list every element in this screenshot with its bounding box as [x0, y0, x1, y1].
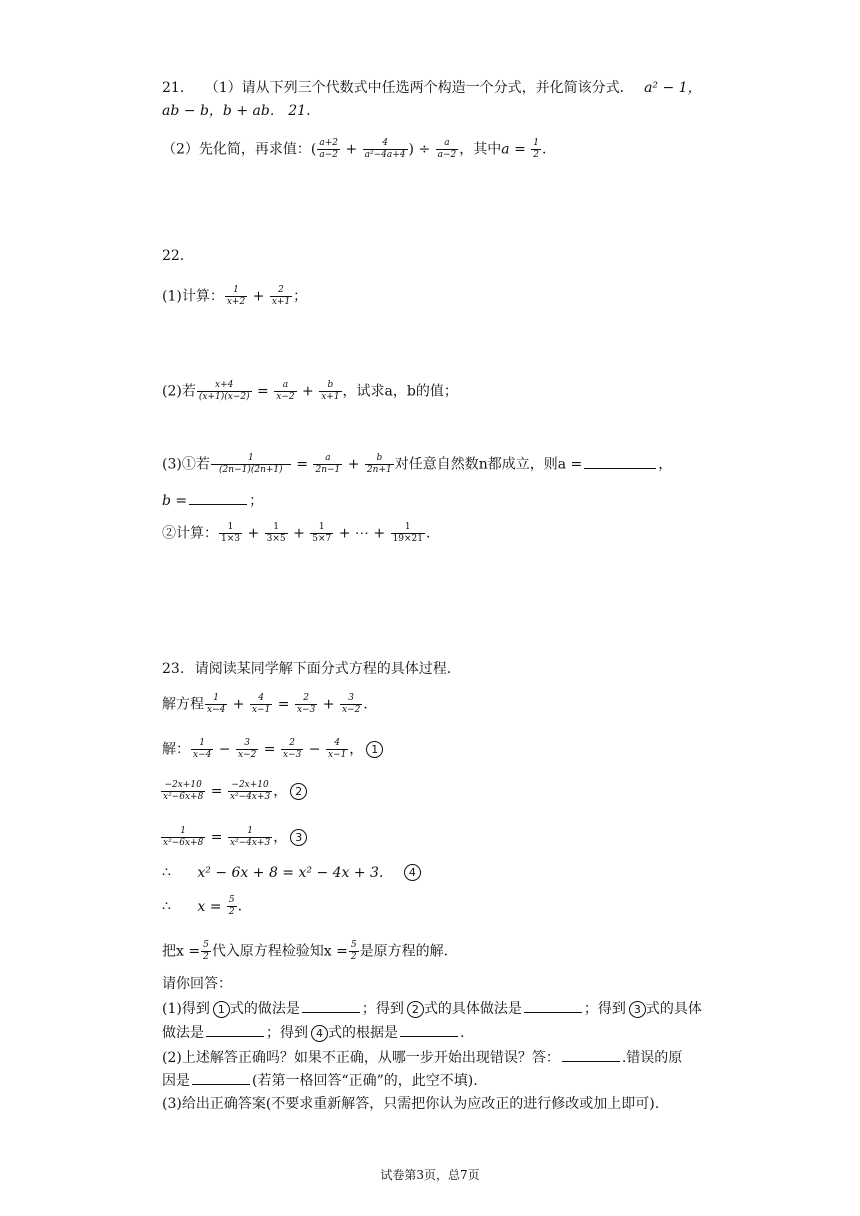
- q22-answer-blank-b[interactable]: [189, 492, 247, 505]
- q21-expr-1: a² − 1，: [644, 80, 702, 96]
- q21-part2-label: （2）先化简，再求值：(: [162, 141, 317, 158]
- q23-answer-2-line2: 因是 (若第一格回答“正确”的，此空不填).: [162, 1073, 478, 1089]
- q23-intro: 23. 请阅读某同学解下面分式方程的具体过程.: [162, 661, 452, 677]
- q22-p4-term-2: $\frac{1}{3\times 5}$: [266, 522, 286, 544]
- q21-a-value: $\frac{1}{2}$: [533, 138, 539, 160]
- q23-answer-2-line1: (2)上述解答正确吗？如果不正确，从哪一步开始出现错误？答： .错误的原: [162, 1050, 683, 1066]
- q23-number: 23.: [162, 661, 185, 677]
- q22-p3-frac-a: $\frac{a}{2n-1}$: [315, 453, 341, 475]
- q23-answer-1-line1: (1)得到 1 式的做法是 ；得到 2 式的具体做法是 ；得到 3 式的具体: [162, 1001, 702, 1017]
- q23-answer-1-line2: 做法是 ；得到 4 式的根据是 .: [162, 1025, 465, 1041]
- q21-frac-2: $\frac{4}{\text{a²−4a+4}}$: [364, 138, 406, 160]
- q22-p3-lhs: $\frac{1}{(2n-1)(2n+1)}$: [211, 453, 291, 476]
- q21-frac-3: $\frac{a}{a-2}$: [437, 138, 457, 160]
- q22-part3-b: b = ；: [162, 493, 264, 509]
- q21-part2: （2）先化简，再求值：( $\frac{a+2}{a-2}$ + $\frac{4}{\text{a²−4a+4}}$ ) ÷ $\frac{a}{a-2}$ ，其中a = $\frac{1}{2}$ .: [162, 138, 547, 160]
- page-footer: 试卷第3页，总7页: [380, 1168, 480, 1182]
- q22-p4-term-1: $\frac{1}{1\times 3}$: [221, 522, 240, 544]
- step-marker-1: 1: [366, 741, 383, 758]
- q22-p2-lhs: $\frac{x+4}{(x+1)(x-2)}$: [198, 380, 250, 402]
- q22-part1: (1)计算： $\frac{1}{x+2}$ + $\frac{2}{x+1}$ ；: [162, 285, 308, 307]
- q23-blank-6[interactable]: [192, 1072, 250, 1085]
- q23-blank-4[interactable]: [400, 1024, 458, 1037]
- q23-blank-2[interactable]: [524, 1000, 582, 1013]
- q22-number: 22.: [162, 248, 185, 264]
- q23-blank-5[interactable]: [562, 1049, 620, 1062]
- q22-part4: ②计算： $\frac{1}{1\times 3}$ + $\frac{1}{3\times 5}$ + $\frac{1}{5\times 7}$ + ⋯ + $\frac{1}{19\times 21}$ .: [162, 522, 431, 544]
- q23-blank-1[interactable]: [302, 1000, 360, 1013]
- q22-p3-frac-b: $\frac{b}{2n+1}$: [366, 453, 392, 475]
- q23-blank-3[interactable]: [206, 1024, 264, 1037]
- q23-step-5: ∴ x = $\frac{5}{2}$ .: [162, 895, 243, 917]
- q21-part1-text: （1）请从下列三个代数式中任选两个构造一个分式，并化简该分式．: [204, 80, 634, 96]
- q22-part2: (2)若 $\frac{x+4}{(x+1)(x-2)}$ = $\frac{a}{x-2}$ + $\frac{b}{x+1}$ ，试求a，b的值；: [162, 380, 458, 402]
- step-marker-2: 2: [290, 783, 307, 800]
- q23-ask: 请你回答：: [162, 976, 232, 992]
- q22-p1-frac-2: $\frac{2}{x+1}$: [271, 285, 291, 307]
- step-marker-3: 3: [290, 829, 307, 846]
- q23-equation: 解方程 $\frac{1}{x-4}$ + $\frac{4}{x-1}$ = $\frac{2}{x-3}$ + $\frac{3}{x-2}$ .: [162, 693, 368, 715]
- q22-part3: (3)①若 $\frac{1}{(2n-1)(2n+1)}$ = $\frac{a}{2n-1}$ + $\frac{b}{2n+1}$ 对任意自然数n都成立，则a = ，: [162, 453, 673, 475]
- q23-step-2: $\frac{-2x+10}{\text{x²−6x+8}}$ = $\frac{-2x+10}{\text{x²−4x+3}}$ ， 2: [160, 780, 307, 803]
- q23-answer-3: (3)给出正确答案(不要求重新解答，只需把你认为应改正的进行修改或加上即可).: [162, 1096, 660, 1112]
- q23-step-4: ∴ x² − 6x + 8 = x² − 4x + 3. 4: [162, 864, 421, 881]
- q23-step-3: $\frac{1}{\text{x²−6x+8}}$ = $\frac{1}{\text{x²−4x+3}}$ ， 3: [160, 826, 307, 849]
- q22-p2-frac-a: $\frac{a}{x-2}$: [276, 380, 295, 402]
- q21-line1: [162, 81, 702, 95]
- q22-p1-frac-1: $\frac{1}{x+2}$: [226, 285, 246, 307]
- q23-step-1: 解： $\frac{1}{x-4}$ − $\frac{3}{x-2}$ = $\frac{2}{x-3}$ − $\frac{4}{x-1}$ ， 1: [162, 738, 383, 761]
- q21-number: 21.: [162, 80, 185, 96]
- q21-frac-1: $\frac{a+2}{a-2}$: [319, 138, 339, 160]
- q22-answer-blank-a[interactable]: [584, 456, 656, 469]
- step-marker-4: 4: [404, 864, 421, 881]
- q22-p2-frac-b: $\frac{b}{x+1}$: [321, 380, 340, 402]
- q22-p4-term-3: $\frac{1}{5\times 7}$: [312, 522, 332, 544]
- q21-line2: ab − b，b + ab． 21.: [162, 103, 311, 119]
- q23-check: 把x = $\frac{5}{2}$ 代入原方程检验知x = $\frac{5}{2}$ 是原方程的解.: [162, 940, 449, 962]
- q22-p4-term-last: $\frac{1}{19\times 21}$: [392, 522, 424, 544]
